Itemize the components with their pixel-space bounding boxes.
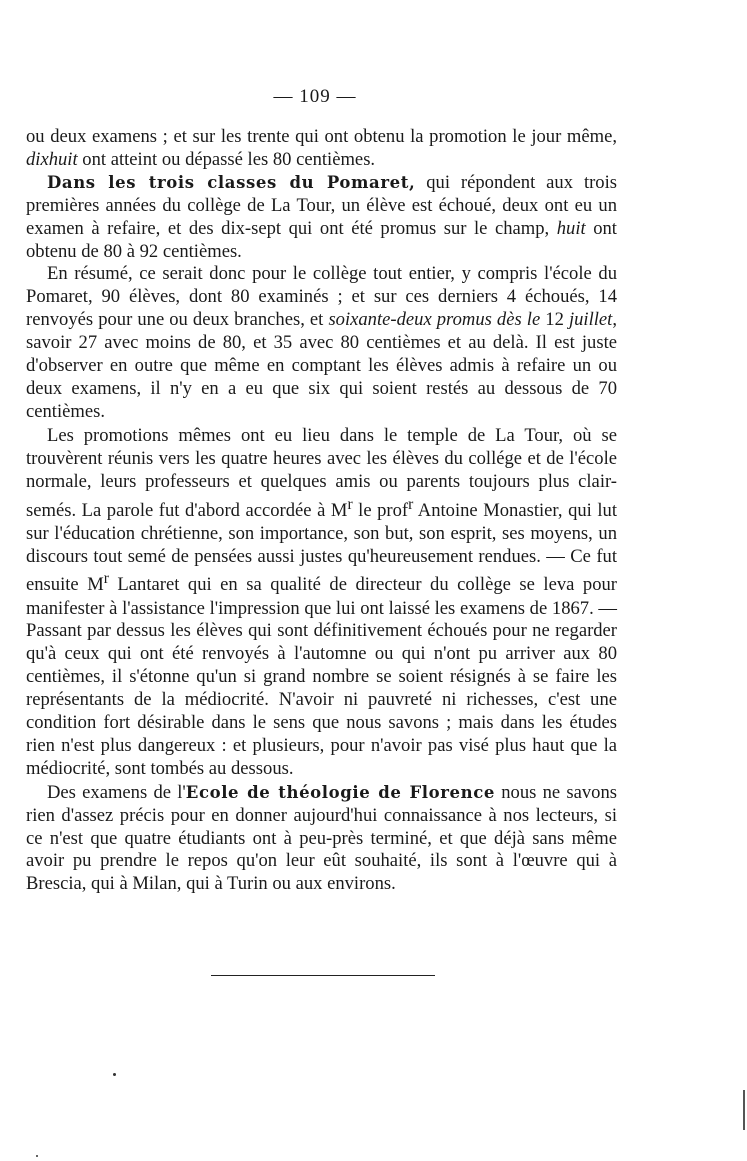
text-run: Des examens de l' [47,781,186,803]
print-speck [113,1073,116,1076]
text-run: ont obtenu de 80 à 92 centièmes. [26,217,617,262]
italic-run: dixhuit [26,148,78,170]
text-run: Lantaret qui en sa qualité de directeur du collège se leva pour manifester à l'assistance l'impression que lui ont laissé les examens de 1867. — Passant par dessus les élèves qui sont définitivement échoués pour ne regarder qu'à ceux qui ont été renvoyés à l'automne ou qui n'ont pu arriver aux 80 centièmes, il s'étonne qu'un si grand nombre se soient résignés à se faire les représentants de la médiocrité. N'avoir ni pauvreté ni richesses, c'est une condition fort désirable dans le sens que nous savons ; mais dans les études rien n'est plus dangereux : et plusieurs, pour n'avoir pas visé plus haut que la médiocrité, sont tombés au dessous. [26,574,617,779]
text-run: le prof [352,499,409,521]
text-run: Les promotions mêmes ont eu lieu dans le temple de La Tour, où se trouvèrent réunis vers les quatre heures avec les élèves du collége et de l'école normale, leurs professeurs et quelques amis ou parents toujours plus clair-semés. La parole fut d'abord accordée à M [26,424,617,521]
paragraph-florence-school [26,782,617,897]
paragraph-promotions-ceremony [26,425,617,781]
text-run: ont atteint ou dépassé les 80 centièmes. [77,148,376,170]
page-number: — 109 — [273,86,357,107]
superscript: r [347,495,353,513]
text-run: , savoir 27 avec moins de 80, et 35 avec 80 centièmes et au delà. Il est juste d'observer en outre que même en comptant les élèves admis à refaire un ou deux examens, il n'y en a eu que six qui soient restés au dessous de 70 centièmes. [26,309,617,422]
bold-heading-florence: Ecole de théologie de Florence [185,782,495,802]
text-run: En résumé, ce serait donc pour le collège tout entier, y compris l'école du Pomaret, 90 élèves, dont 80 examinés ; et sur ces derniers 4 échoués, 14 renvoyés pour une ou deux branches, et [26,263,617,331]
bold-heading-pomaret: Dans les trois classes du Pomaret, [47,172,416,192]
superscript: r [103,570,109,588]
italic-run: soixante-deux promus dès le [328,309,541,331]
text-run: nous ne savons rien d'assez précis pour en donner aujourd'hui connaissance à nos lecteurs, si ce n'est que quatre étudiants ont à peu-près terminé, et que déjà sans même avoir pu prendre le repos qu'on leur eût souhaité, ils sont à l'œuvre qui à Brescia, qui à Milan, qui à Turin ou aux environs. [26,781,618,895]
text-run: qui répondent aux trois premières années du collège de La Tour, un élève est échoué, deux ont eu un examen à refaire, et des dix-sept qui ont été promus sur le champ, [26,171,617,239]
section-divider [211,975,435,976]
text-run: Antoine Monastier, qui lut sur l'éducation chrétienne, son importance, son but, son esprit, ses moyens, un discours tout semé de pensées aussi justes qu'heureusement rendues. — Ce fut ensuite M [26,499,617,596]
italic-run: huit [556,217,586,239]
body-text [26,126,617,896]
paragraph-pomaret [26,172,617,264]
italic-run: juillet [568,309,613,331]
text-run: ou deux examens ; et sur les trente qui ont obtenu la promotion le jour même, [26,126,617,147]
text-run: 12 [540,309,569,331]
paragraph-summary [26,263,617,423]
superscript: r [408,495,414,513]
print-speck [36,1155,38,1157]
page-edge-mark [743,1090,745,1130]
paragraph-exam-results [26,126,617,172]
